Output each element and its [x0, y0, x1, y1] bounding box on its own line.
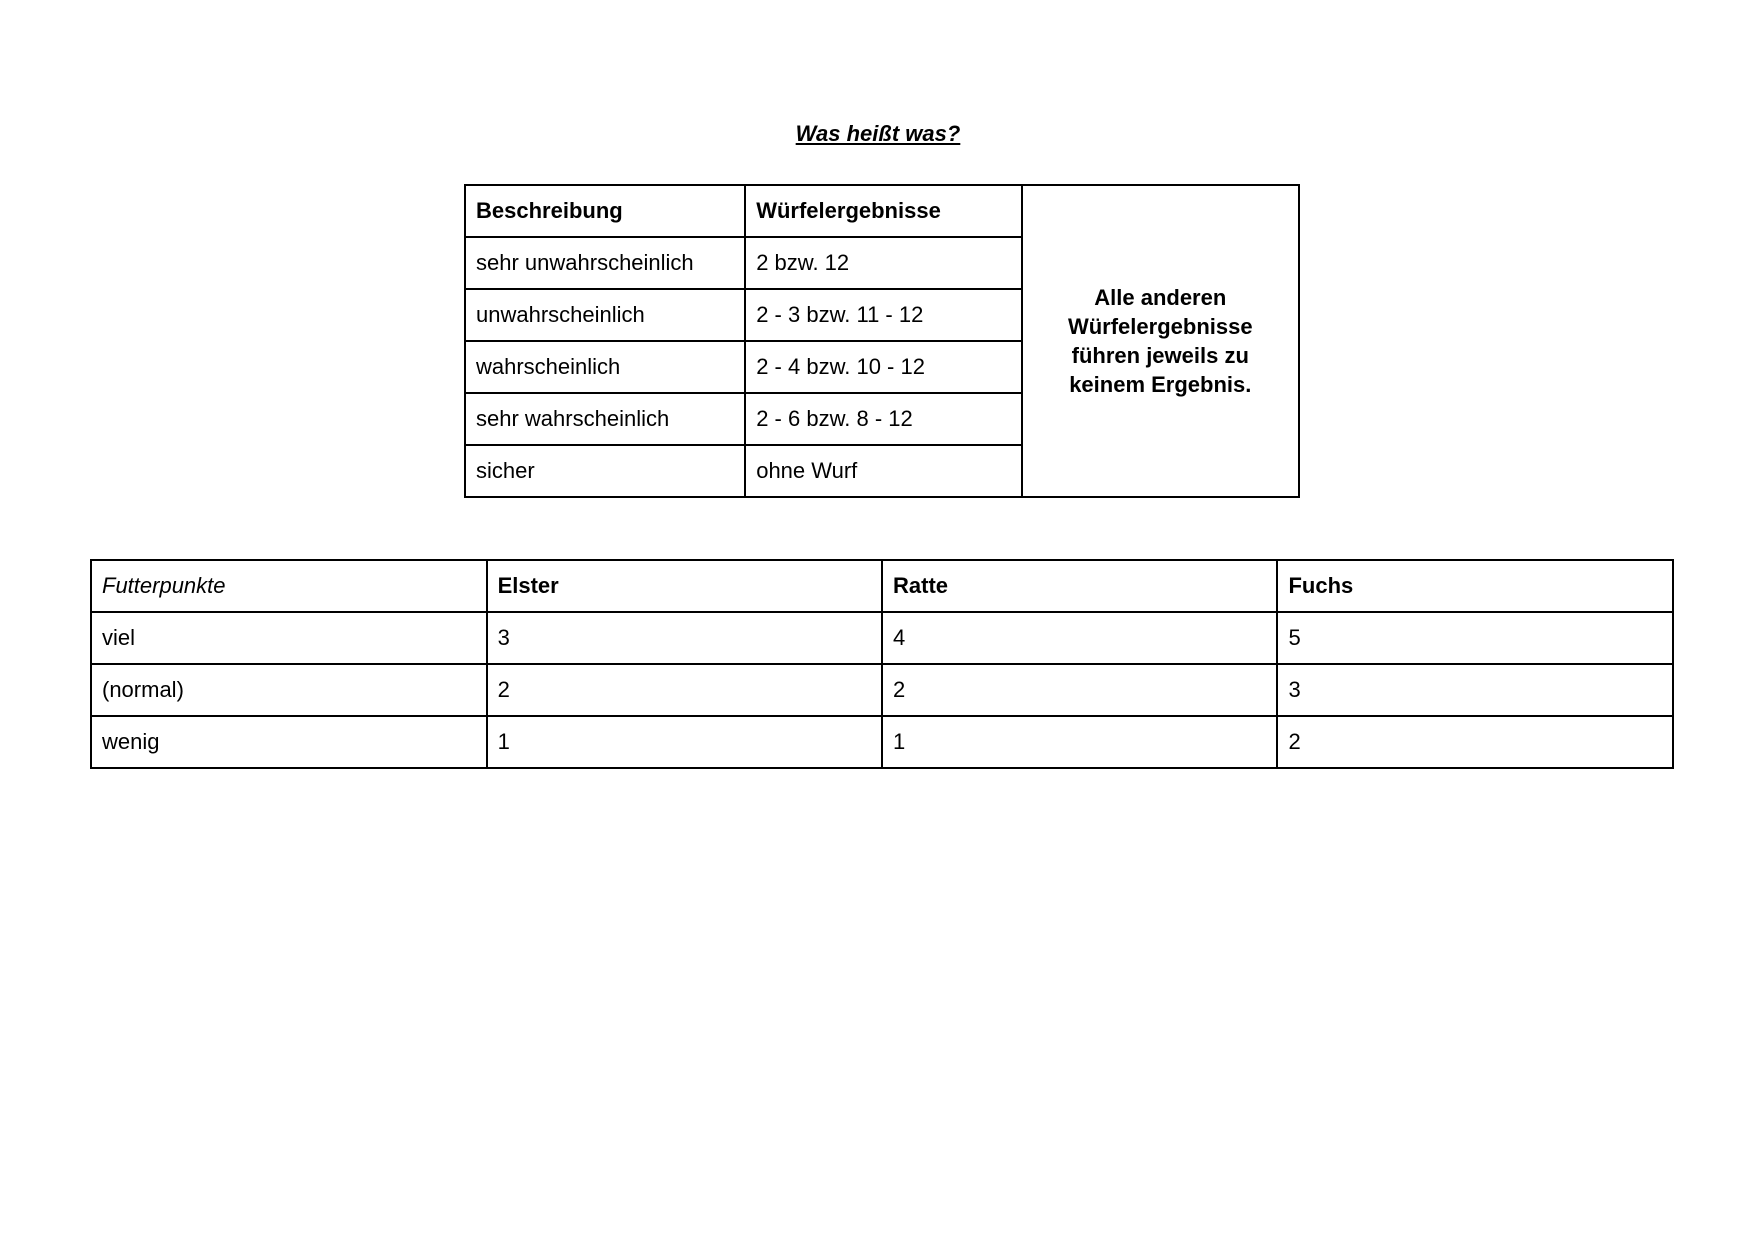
value-cell: 2 [487, 664, 882, 716]
page-title: Was heißt was? [795, 121, 961, 146]
description-cell: unwahrscheinlich [465, 289, 745, 341]
header-wuerfelergebnisse: Würfelergebnisse [745, 185, 1021, 237]
description-cell: sehr unwahrscheinlich [465, 237, 745, 289]
value-cell: 5 [1277, 612, 1673, 664]
header-futterpunkte: Futterpunkte [91, 560, 487, 612]
result-cell: 2 - 3 bzw. 11 - 12 [745, 289, 1021, 341]
table-row [91, 612, 1673, 664]
amount-cell: wenig [91, 716, 487, 768]
header-beschreibung: Beschreibung [465, 185, 745, 237]
food-points-table [90, 559, 1674, 769]
table-row [91, 664, 1673, 716]
value-cell: 3 [1277, 664, 1673, 716]
result-cell: 2 bzw. 12 [745, 237, 1021, 289]
result-cell: ohne Wurf [745, 445, 1021, 497]
table-header-row [465, 185, 1299, 237]
value-cell: 4 [882, 612, 1277, 664]
table-header-row [91, 560, 1673, 612]
value-cell: 1 [882, 716, 1277, 768]
description-cell: sicher [465, 445, 745, 497]
amount-cell: viel [91, 612, 487, 664]
amount-cell: (normal) [91, 664, 487, 716]
value-cell: 3 [487, 612, 882, 664]
note-cell: Alle anderen Würfelergebnisse führen jeweils zu keinem Ergebnis. [1022, 185, 1299, 497]
table-row [91, 716, 1673, 768]
header-fuchs: Fuchs [1277, 560, 1673, 612]
description-cell: sehr wahrscheinlich [465, 393, 745, 445]
result-cell: 2 - 6 bzw. 8 - 12 [745, 393, 1021, 445]
probability-table [464, 184, 1300, 498]
description-cell: wahrscheinlich [465, 341, 745, 393]
result-cell: 2 - 4 bzw. 10 - 12 [745, 341, 1021, 393]
value-cell: 1 [487, 716, 882, 768]
header-ratte: Ratte [882, 560, 1277, 612]
header-elster: Elster [487, 560, 882, 612]
value-cell: 2 [1277, 716, 1673, 768]
value-cell: 2 [882, 664, 1277, 716]
